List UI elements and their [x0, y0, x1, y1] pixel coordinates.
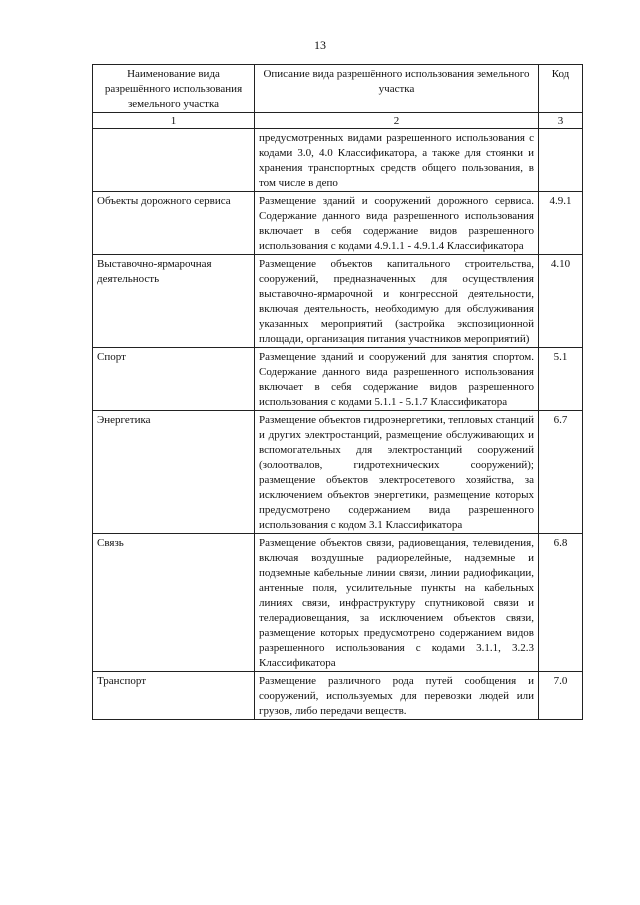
- row-code: 4.9.1: [539, 192, 583, 255]
- column-number: 1: [93, 113, 255, 129]
- row-name: Связь: [93, 534, 255, 672]
- header-description: Описание вида разрешённого использования земельного участка: [255, 65, 539, 113]
- column-number: 3: [539, 113, 583, 129]
- row-name: Транспорт: [93, 672, 255, 720]
- row-description: предусмотренных видами разрешенного использования с кодами 3.0, 4.0 Классификатора, а также для стоянки и хранения транспортных средств общего пользования, в том числе в депо: [255, 129, 539, 192]
- page-number: 13: [314, 38, 326, 52]
- row-description: Размещение объектов связи, радиовещания, телевидения, включая воздушные радиорелейные, надземные и подземные кабельные линии связи, линии радиофикации, антенные поля, усилительные пункты на кабельных линиях связи, инфраструктуру спутниковой связи и телерадиовещания, за исключением объектов связи, размещение которых предусмотрено содержанием видов разрешенного использования с кодами 3.1.1, 3.2.3 Классификатора: [255, 534, 539, 672]
- row-description: Размещение объектов капитального строительства, сооружений, предназначенных для осуществления выставочно-ярмарочной и конгрессной деятельности, включая деятельность, необходимую для обслуживания указанных мероприятий (застройка экспозиционной площади, организация питания участников мероприятий): [255, 255, 539, 348]
- table-row: [93, 255, 583, 348]
- row-code: 6.7: [539, 411, 583, 534]
- table-row: [93, 411, 583, 534]
- header-code: Код: [539, 65, 583, 113]
- table-row: [93, 192, 583, 255]
- header-name: Наименование вида разрешённого использования земельного участка: [93, 65, 255, 113]
- row-name: Энергетика: [93, 411, 255, 534]
- row-description: Размещение зданий и сооружений для занятия спортом. Содержание данного вида разрешенного использования включает в себя содержание видов разрешенного использования с кодами 5.1.1 - 5.1.7 Классификатора: [255, 348, 539, 411]
- row-code: 6.8: [539, 534, 583, 672]
- row-description: Размещение объектов гидроэнергетики, тепловых станций и других электростанций, размещение обслуживающих и вспомогательных для электростанций сооружений (золоотвалов, гидротехнических сооружений); размещение объектов электросетевого хозяйства, за исключением объектов энергетики, размещение которых предусмотрено содержанием вида разрешенного использования с кодом 3.1 Классификатора: [255, 411, 539, 534]
- table-row: [93, 129, 583, 192]
- row-code: 4.10: [539, 255, 583, 348]
- column-number: 2: [255, 113, 539, 129]
- row-description: Размещение зданий и сооружений дорожного сервиса. Содержание данного вида разрешенного использования включает в себя содержание видов разрешенного использования с кодами 4.9.1.1 - 4.9.1.4 Классификатора: [255, 192, 539, 255]
- row-description: Размещение различного рода путей сообщения и сооружений, используемых для перевозки людей или грузов, либо передачи веществ.: [255, 672, 539, 720]
- table-row: [93, 672, 583, 720]
- row-name: [93, 129, 255, 192]
- row-name: Объекты дорожного сервиса: [93, 192, 255, 255]
- row-name: Спорт: [93, 348, 255, 411]
- row-code: [539, 129, 583, 192]
- table-row: [93, 534, 583, 672]
- table-header-row: [93, 65, 583, 113]
- row-name: Выставочно-ярмарочная деятельность: [93, 255, 255, 348]
- land-use-table: [92, 64, 583, 720]
- row-code: 5.1: [539, 348, 583, 411]
- table-row: [93, 348, 583, 411]
- column-number-row: [93, 113, 583, 129]
- row-code: 7.0: [539, 672, 583, 720]
